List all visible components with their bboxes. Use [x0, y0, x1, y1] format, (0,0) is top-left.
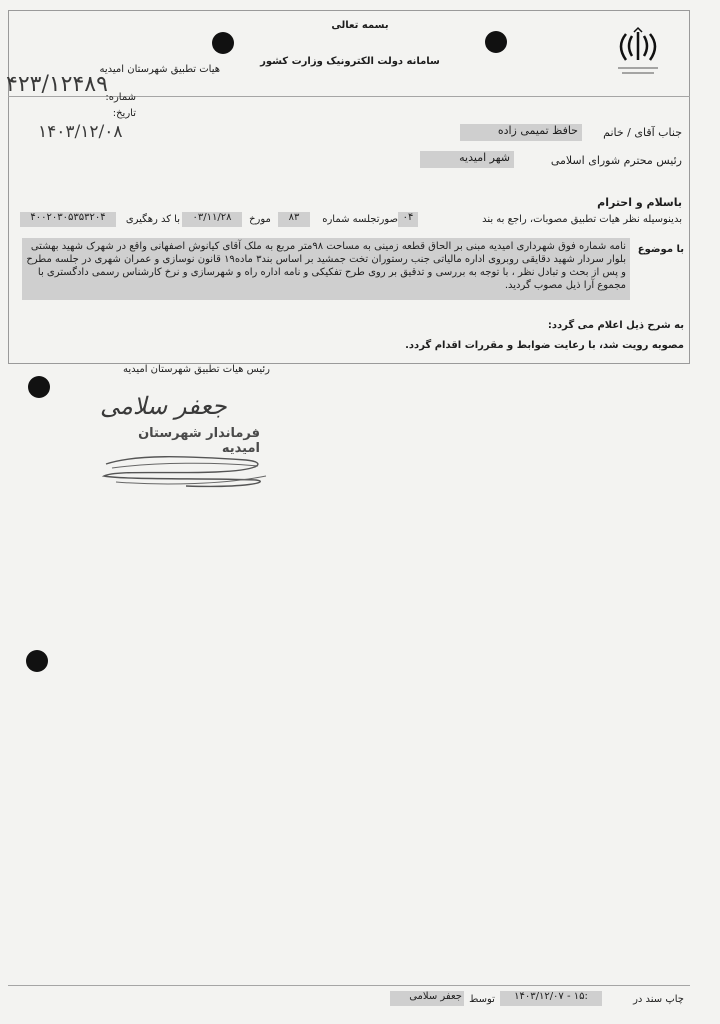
org-name: هیات تطبیق شهرستان امیدیه [99, 64, 220, 75]
punch-hole [212, 32, 234, 54]
signature-title: رئیس هیات تطبیق شهرستان امیدیه [122, 364, 270, 375]
footer-by-label: توسط [469, 994, 495, 1005]
reference-band: ۰۴ [398, 212, 418, 227]
reference-session-label: صورتجلسه شماره [322, 214, 398, 225]
iran-emblem-icon [612, 26, 664, 78]
reference-date: ۰۳/۱۱/۲۸ [182, 212, 242, 227]
number-label: شماره: [105, 92, 136, 103]
footer-printed-datetime: ۱۴۰۳/۱۲/۰۷ - ۱۵: [500, 991, 602, 1006]
subject-text: نامه شماره فوق شهرداری امیدیه مبنی بر الحاق قطعه زمینی به مساحت ۹۸متر مربع به ملک آقای کیانوش اصفهانی واقع در شهرک شهید بهشتی بلوار سردار شهید دقایقی روبروی اداره مالیاتی جنب رستوران تخت جمشید بر اساس بند۳ ماده۱۹ قانون نوسازی و عمران شهری در جلسه مطرح و پس از بحث و تبادل نظر ، با توجه به بررسی و تدقیق بر روی طرح تفکیکی و نامه اداره راه و شهرسازی و نرخ کارشناس رسمی دادگستری با مجموع آرا ذیل مصوب گردید. [22, 238, 630, 300]
recipient-city: شهر امیدیه [420, 151, 514, 168]
handwritten-signature [96, 450, 276, 492]
date-value: ۱۴۰۳/۱۲/۰۸ [38, 122, 123, 142]
punch-hole [28, 376, 50, 398]
subject-label: با موضوع [637, 244, 684, 255]
footer-printed-label: چاپ سند در [633, 994, 684, 1005]
recipient-title: رئیس محترم شورای اسلامی [550, 154, 682, 167]
system-name: سامانه دولت الکترونیک وزارت کشور [260, 56, 440, 67]
reference-date-label: مورخ [249, 214, 271, 225]
number-value: ۴۲۳/۱۲۴۸۹ [6, 72, 108, 97]
reference-session: ۸۳ [278, 212, 310, 227]
salutation: جناب آقای / خانم [603, 126, 682, 139]
reference-tracking: ۴۰۰۲۰۳۰۵۳۵۳۲۰۴ [20, 212, 116, 227]
punch-hole [26, 650, 48, 672]
footer-divider [8, 985, 690, 986]
reference-tracking-label: با کد رهگیری [125, 214, 180, 225]
footer-by-name: جعفر سلامی [390, 991, 464, 1006]
punch-hole [485, 31, 507, 53]
recipient-name: حافظ تمیمی زاده [460, 124, 582, 141]
invocation-text: بسمه تعالی [331, 20, 389, 31]
signer-role: فرماندار شهرستان امیدیه [138, 426, 260, 456]
greeting: باسلام و احترام [597, 196, 682, 209]
date-label: تاریخ: [112, 108, 136, 119]
decision-text: مصوبه رویت شد، با رعایت ضوابط و مقررات اقدام گردد. [405, 340, 684, 351]
reference-intro: بدینوسیله نظر هیات تطبیق مصوبات، راجع به بند [482, 214, 682, 225]
decision-intro: به شرح ذیل اعلام می گردد: [547, 320, 684, 331]
signer-name: جعفر سلامی [100, 392, 227, 420]
